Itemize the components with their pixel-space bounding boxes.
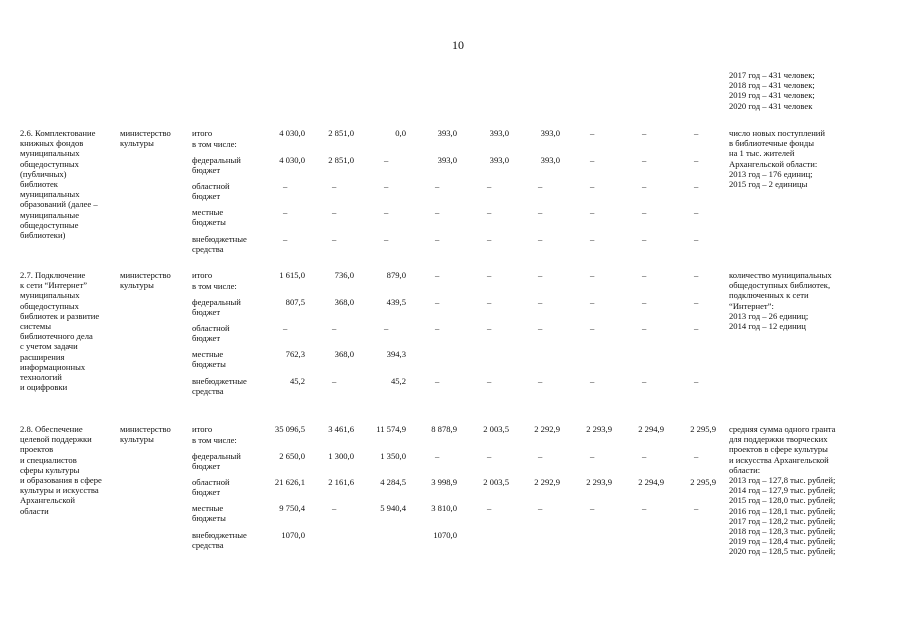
indicator-line: 2019 год – 431 человек; — [729, 90, 815, 101]
indicator-line: 2015 год – 2 единицы — [729, 179, 808, 189]
section-title-line: 2.7. Подключение — [20, 270, 86, 280]
funding-source-label: бюджет — [192, 461, 221, 472]
indicator-line: 2017 год – 128,2 тыс. рублей; — [729, 515, 836, 526]
amount-cell: – — [590, 207, 595, 217]
amount-cell: – — [538, 181, 543, 191]
section-title-line: муниципальных — [20, 189, 80, 200]
indicator-line: 2020 год – 431 человек — [729, 100, 813, 111]
funding-source-label: итого — [192, 424, 213, 434]
amount-cell: – — [283, 234, 288, 244]
amount-cell: 8 878,9 — [431, 424, 457, 434]
amount-cell: – — [694, 451, 699, 461]
amount-cell: 393,0 — [489, 128, 509, 138]
amount-cell: 2 293,9 — [586, 477, 612, 487]
amount-cell: – — [590, 128, 595, 138]
amount-cell: 394,3 — [386, 349, 406, 359]
amount-cell: – — [487, 297, 492, 307]
section-title-line: и оцифровки — [20, 382, 68, 393]
amount-cell: 762,3 — [285, 349, 305, 359]
funding-source-label: в том числе: — [192, 139, 237, 149]
amount-cell: – — [384, 207, 389, 217]
amount-cell: – — [538, 207, 543, 217]
indicator-line: 2014 год – 12 единиц — [729, 321, 806, 331]
amount-cell: – — [590, 270, 595, 280]
indicator-line: 2015 год – 128,0 тыс. рублей; — [729, 495, 836, 506]
amount-cell: 2 294,9 — [638, 424, 664, 434]
amount-cell: – — [642, 503, 647, 513]
indicator-line: число новых поступлений — [729, 128, 826, 138]
amount-cell: – — [590, 297, 595, 307]
amount-cell: – — [642, 128, 647, 138]
funding-source-label: бюджет — [192, 307, 221, 318]
executor-line: министерство — [120, 424, 171, 434]
section-title-line: с учетом задачи — [20, 341, 78, 352]
amount-cell: – — [487, 234, 492, 244]
section-title-line: системы — [20, 321, 52, 331]
amount-cell: 1 350,0 — [380, 451, 406, 461]
section-title-line: библиотек и развитие — [20, 310, 100, 321]
amount-cell: 3 810,0 — [431, 503, 457, 513]
indicator-line: Архангельской области: — [729, 158, 818, 169]
funding-source-label: в том числе: — [192, 281, 237, 291]
section-title-line: проектов — [20, 444, 54, 455]
amount-cell: – — [642, 155, 647, 165]
funding-source-label: итого — [192, 128, 213, 138]
amount-cell: 393,0 — [437, 155, 457, 165]
section-title-line: расширения — [20, 351, 65, 362]
indicator-line: количество муниципальных — [729, 270, 832, 280]
amount-cell: – — [487, 503, 492, 513]
amount-cell: – — [435, 234, 440, 244]
amount-cell: 2 161,6 — [328, 477, 354, 487]
amount-cell: – — [694, 297, 699, 307]
amount-cell: 368,0 — [334, 349, 354, 359]
section-title-line: библиотеки) — [20, 230, 66, 240]
amount-cell: 3 461,6 — [328, 424, 354, 434]
amount-cell: – — [642, 270, 647, 280]
funding-source-label: итого — [192, 270, 213, 280]
amount-cell: 9 750,4 — [279, 503, 305, 513]
amount-cell: – — [642, 181, 647, 191]
amount-cell: 2 292,9 — [534, 424, 560, 434]
executor-line: культуры — [120, 280, 154, 291]
indicator-line: 2014 год – 127,9 тыс. рублей; — [729, 485, 836, 496]
executor-line: культуры — [120, 434, 154, 445]
section-title-line: Архангельской — [20, 495, 75, 506]
amount-cell: 439,5 — [386, 297, 406, 307]
amount-cell: 45,2 — [390, 376, 406, 386]
section-title-line: библиотечного дела — [20, 331, 93, 342]
section-title-line: общедоступных — [20, 158, 79, 169]
amount-cell: – — [538, 323, 543, 333]
funding-source-label: внебюджетные — [192, 376, 247, 386]
funding-source-label: федеральный — [192, 155, 241, 165]
amount-cell: – — [435, 451, 440, 461]
section-title-line: и образования в сфере — [20, 475, 102, 485]
amount-cell: 2 851,0 — [328, 128, 354, 138]
indicator-line: и искусства Архангельской — [729, 454, 829, 465]
funding-source-label: местные — [192, 349, 224, 359]
amount-cell: 2 292,9 — [534, 477, 560, 487]
funding-source-label: местные — [192, 207, 224, 217]
section-title-line: сферы культуры — [20, 464, 80, 475]
amount-cell: 2 003,5 — [483, 424, 509, 434]
funding-source-label: федеральный — [192, 297, 241, 307]
indicator-line: подключенных к сети — [729, 290, 809, 301]
indicator-line: 2013 год – 176 единиц; — [729, 168, 813, 179]
indicator-line: 2013 год – 26 единиц; — [729, 310, 809, 321]
amount-cell: – — [283, 181, 288, 191]
section-title-line: области — [20, 505, 49, 516]
amount-cell: – — [590, 376, 595, 386]
amount-cell: – — [283, 207, 288, 217]
indicator-line: для поддержки творческих — [729, 434, 828, 445]
section-title-line: целевой поддержки — [20, 434, 92, 445]
amount-cell: – — [384, 155, 389, 165]
funding-source-label: бюджеты — [192, 217, 226, 228]
funding-source-label: бюджет — [192, 165, 221, 176]
amount-cell: 1070,0 — [281, 530, 305, 540]
funding-source-label: местные — [192, 503, 224, 513]
indicator-line: проектов в сфере культуры — [729, 444, 828, 455]
amount-cell: 4 030,0 — [279, 128, 305, 138]
indicator-line: 2016 год – 128,1 тыс. рублей; — [729, 505, 836, 516]
section-title-line: муниципальных — [20, 290, 80, 301]
amount-cell: – — [384, 323, 389, 333]
funding-source-label: областной — [192, 181, 230, 191]
amount-cell: – — [435, 323, 440, 333]
amount-cell: – — [332, 503, 337, 513]
section-title-line: библиотек — [20, 179, 58, 189]
section-title-line: общедоступные — [20, 219, 79, 230]
funding-source-label: внебюджетные — [192, 234, 247, 244]
section-title-line: информационных — [20, 361, 86, 372]
funding-source-label: бюджеты — [192, 359, 226, 370]
indicator-line: 2017 год – 431 человек; — [729, 70, 815, 80]
amount-cell: – — [487, 270, 492, 280]
amount-cell: – — [694, 155, 699, 165]
amount-cell: – — [694, 181, 699, 191]
amount-cell: – — [642, 376, 647, 386]
amount-cell: 2 294,9 — [638, 477, 664, 487]
section-title-line: технологий — [20, 372, 62, 382]
section-title-line: муниципальных — [20, 148, 80, 159]
amount-cell: – — [538, 234, 543, 244]
amount-cell: – — [435, 181, 440, 191]
amount-cell: 393,0 — [540, 155, 560, 165]
amount-cell: 2 851,0 — [328, 155, 354, 165]
funding-source-label: областной — [192, 323, 230, 333]
funding-source-label: средства — [192, 244, 224, 255]
amount-cell: – — [642, 234, 647, 244]
funding-source-label: средства — [192, 540, 224, 551]
amount-cell: – — [642, 323, 647, 333]
section-title-line: образований (далее – — [20, 199, 98, 210]
indicator-line: 2013 год – 127,8 тыс. рублей; — [729, 475, 836, 485]
section-title-line: (публичных) — [20, 168, 67, 179]
executor-line: министерство — [120, 270, 171, 280]
amount-cell: – — [435, 207, 440, 217]
amount-cell: – — [642, 207, 647, 217]
amount-cell: – — [538, 297, 543, 307]
amount-cell: – — [332, 181, 337, 191]
amount-cell: – — [435, 376, 440, 386]
amount-cell: – — [384, 234, 389, 244]
amount-cell: – — [590, 323, 595, 333]
amount-cell: – — [590, 451, 595, 461]
amount-cell: 0,0 — [395, 128, 406, 138]
amount-cell: – — [435, 297, 440, 307]
indicator-line: общедоступных библиотек, — [729, 280, 831, 291]
funding-source-label: бюджет — [192, 191, 221, 202]
funding-source-label: федеральный — [192, 451, 241, 461]
indicator-line: в библиотечные фонды — [729, 138, 815, 149]
amount-cell: – — [283, 323, 288, 333]
amount-cell: – — [694, 128, 699, 138]
amount-cell: 45,2 — [289, 376, 305, 386]
indicator-line: 2020 год – 128,5 тыс. рублей; — [729, 546, 836, 557]
amount-cell: 2 003,5 — [483, 477, 509, 487]
amount-cell: – — [590, 155, 595, 165]
amount-cell: – — [487, 376, 492, 386]
section-title-line: книжных фондов — [20, 138, 84, 149]
funding-source-label: областной — [192, 477, 230, 487]
amount-cell: 807,5 — [285, 297, 305, 307]
amount-cell: 2 295,9 — [690, 424, 716, 434]
amount-cell: – — [694, 503, 699, 513]
amount-cell: 21 626,1 — [274, 477, 305, 487]
amount-cell: – — [590, 503, 595, 513]
indicator-line: на 1 тыс. жителей — [729, 148, 795, 159]
indicator-line: 2018 год – 128,3 тыс. рублей; — [729, 526, 836, 536]
indicator-line: “Интернет”: — [729, 300, 774, 311]
amount-cell: 368,0 — [334, 297, 354, 307]
amount-cell: – — [487, 181, 492, 191]
section-title-line: 2.8. Обеспечение — [20, 424, 83, 434]
amount-cell: 2 650,0 — [279, 451, 305, 461]
section-title-line: и специалистов — [20, 454, 77, 465]
amount-cell: 3 998,9 — [431, 477, 457, 487]
section-title-line: 2.6. Комплектование — [20, 128, 96, 138]
amount-cell: – — [384, 181, 389, 191]
executor-line: министерство — [120, 128, 171, 138]
amount-cell: – — [694, 270, 699, 280]
amount-cell: – — [538, 451, 543, 461]
amount-cell: 1 615,0 — [279, 270, 305, 280]
amount-cell: – — [435, 270, 440, 280]
amount-cell: – — [332, 234, 337, 244]
section-title-line: культуры и искусства — [20, 485, 99, 496]
funding-source-label: внебюджетные — [192, 530, 247, 540]
amount-cell: – — [590, 181, 595, 191]
amount-cell: – — [590, 234, 595, 244]
amount-cell: 4 030,0 — [279, 155, 305, 165]
amount-cell: – — [642, 297, 647, 307]
amount-cell: – — [538, 503, 543, 513]
funding-source-label: средства — [192, 386, 224, 397]
amount-cell: – — [538, 270, 543, 280]
amount-cell: – — [487, 451, 492, 461]
indicator-line: средняя сумма одного гранта — [729, 424, 836, 434]
funding-source-label: бюджет — [192, 487, 221, 498]
amount-cell: 2 293,9 — [586, 424, 612, 434]
amount-cell: – — [694, 376, 699, 386]
amount-cell: 879,0 — [386, 270, 406, 280]
section-title-line: муниципальные — [20, 209, 80, 220]
section-title-line: к сети “Интернет” — [20, 280, 88, 291]
amount-cell: 35 096,5 — [274, 424, 305, 434]
amount-cell: 1 300,0 — [328, 451, 354, 461]
amount-cell: – — [487, 323, 492, 333]
indicator-line: 2019 год – 128,4 тыс. рублей; — [729, 536, 836, 547]
amount-cell: 2 295,9 — [690, 477, 716, 487]
amount-cell: 393,0 — [437, 128, 457, 138]
amount-cell: 11 574,9 — [376, 424, 406, 434]
amount-cell: – — [332, 376, 337, 386]
amount-cell: – — [694, 207, 699, 217]
amount-cell: – — [487, 207, 492, 217]
page-number: 10 — [452, 38, 464, 52]
amount-cell: 736,0 — [334, 270, 354, 280]
funding-source-label: в том числе: — [192, 435, 237, 445]
section-title-line: общедоступных — [20, 300, 79, 311]
funding-source-label: бюджеты — [192, 513, 226, 524]
amount-cell: – — [332, 207, 337, 217]
amount-cell: 1070,0 — [433, 530, 457, 540]
funding-source-label: бюджет — [192, 333, 221, 344]
amount-cell: 393,0 — [540, 128, 560, 138]
amount-cell: 4 284,5 — [380, 477, 406, 487]
amount-cell: – — [332, 323, 337, 333]
indicator-line: области: — [729, 464, 761, 475]
amount-cell: – — [694, 234, 699, 244]
amount-cell: 393,0 — [489, 155, 509, 165]
amount-cell: – — [694, 323, 699, 333]
indicator-line: 2018 год – 431 человек; — [729, 80, 815, 91]
executor-line: культуры — [120, 138, 154, 149]
amount-cell: – — [538, 376, 543, 386]
amount-cell: – — [642, 451, 647, 461]
amount-cell: 5 940,4 — [380, 503, 406, 513]
